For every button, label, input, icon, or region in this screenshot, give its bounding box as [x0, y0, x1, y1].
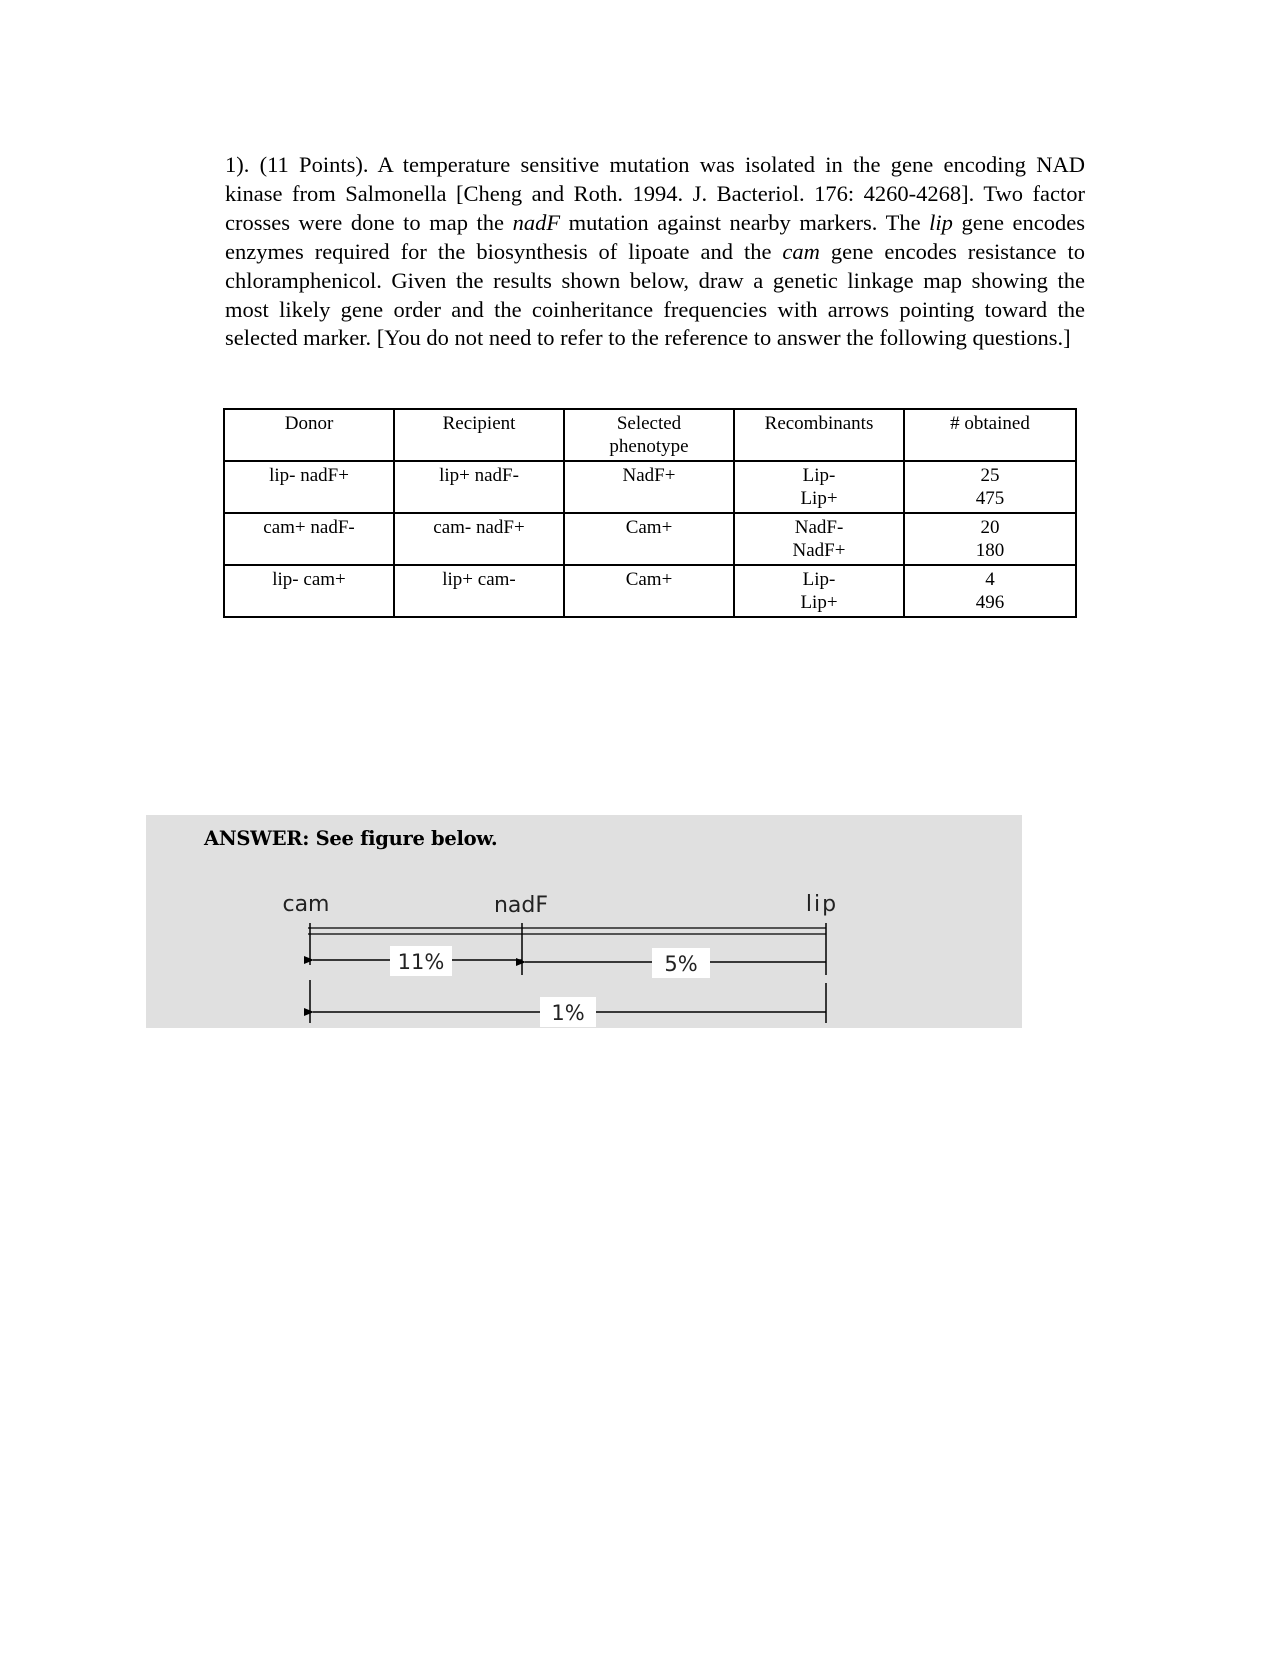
obtained-count: 496 — [975, 592, 1005, 613]
interval-label-1: 1% — [551, 1001, 585, 1025]
cell-obtained — [904, 461, 1076, 513]
linkage-map — [146, 815, 1022, 1028]
table-row — [224, 513, 1076, 565]
interval-label-11: 11% — [397, 950, 445, 974]
recombinant-class: Lip+ — [800, 592, 838, 613]
table-header-row — [224, 409, 1076, 461]
obtained-count: 25 — [980, 465, 1000, 486]
cell-recipient: lip+ nadF- — [394, 461, 564, 513]
obtained-count: 20 — [980, 517, 1000, 538]
recombinant-class: Lip- — [802, 569, 836, 590]
recombinant-class: NadF+ — [792, 540, 846, 561]
answer-box — [146, 815, 1022, 1028]
cell-recombinants — [734, 513, 904, 565]
question-text — [225, 151, 1085, 353]
cell-donor: cam+ nadF- — [224, 513, 394, 565]
header-selected-line1: Selected — [616, 413, 682, 434]
gene-nadf-italic: nadF — [512, 209, 561, 235]
cell-recipient: cam- nadF+ — [394, 513, 564, 565]
interval-label-5: 5% — [664, 952, 698, 976]
cell-recombinants — [734, 461, 904, 513]
cell-selected: Cam+ — [564, 513, 734, 565]
gene-label-lip: lip — [805, 892, 839, 917]
recombinant-class: Lip- — [802, 465, 836, 486]
question-part-3: gene encodes enzymes required for the biosynthesis of lipoate and the — [225, 209, 1085, 264]
recombinant-class: Lip+ — [800, 488, 838, 509]
question-part-1: 1). (11 Points). A temperature sensitive mutation was isolated in the gene encoding NAD kinase from Salmonella [Cheng and Roth. 1994. J. Bacteriol. 176: 4260-4268]. Two factor crosses were done to map the — [225, 152, 1085, 235]
gene-label-cam: cam — [282, 892, 330, 917]
cell-obtained — [904, 565, 1076, 617]
question-part-4: gene encodes resistance to chloramphenicol. Given the results shown below, draw a genetic linkage map showing the most likely gene order and the coinheritance frequencies with arrows pointing toward the selected marker. [You do not need to refer to the reference to answer the following questions.] — [225, 238, 1085, 351]
cell-recipient: lip+ cam- — [394, 565, 564, 617]
cell-donor: lip- cam+ — [224, 565, 394, 617]
header-recipient: Recipient — [394, 409, 564, 461]
answer-label: ANSWER: See figure below. — [204, 827, 498, 850]
gene-label-nadf: nadF — [493, 893, 549, 918]
cell-selected: Cam+ — [564, 565, 734, 617]
header-selected-phenotype — [564, 409, 734, 461]
header-donor: Donor — [224, 409, 394, 461]
header-selected-line2: phenotype — [609, 436, 689, 457]
cell-donor: lip- nadF+ — [224, 461, 394, 513]
gene-cam-italic: cam — [782, 238, 820, 264]
cell-selected: NadF+ — [564, 461, 734, 513]
cell-recombinants — [734, 565, 904, 617]
header-obtained: # obtained — [904, 409, 1076, 461]
obtained-count: 475 — [975, 488, 1005, 509]
obtained-count: 180 — [975, 540, 1005, 561]
header-recombinants: Recombinants — [734, 409, 904, 461]
gene-lip-italic: lip — [929, 209, 953, 235]
recombinant-class: NadF- — [794, 517, 844, 538]
table-row — [224, 461, 1076, 513]
question-part-2: mutation against nearby markers. The — [560, 209, 930, 235]
cell-obtained — [904, 513, 1076, 565]
cross-results-table — [223, 408, 1077, 618]
obtained-count: 4 — [985, 569, 995, 590]
table-row — [224, 565, 1076, 617]
